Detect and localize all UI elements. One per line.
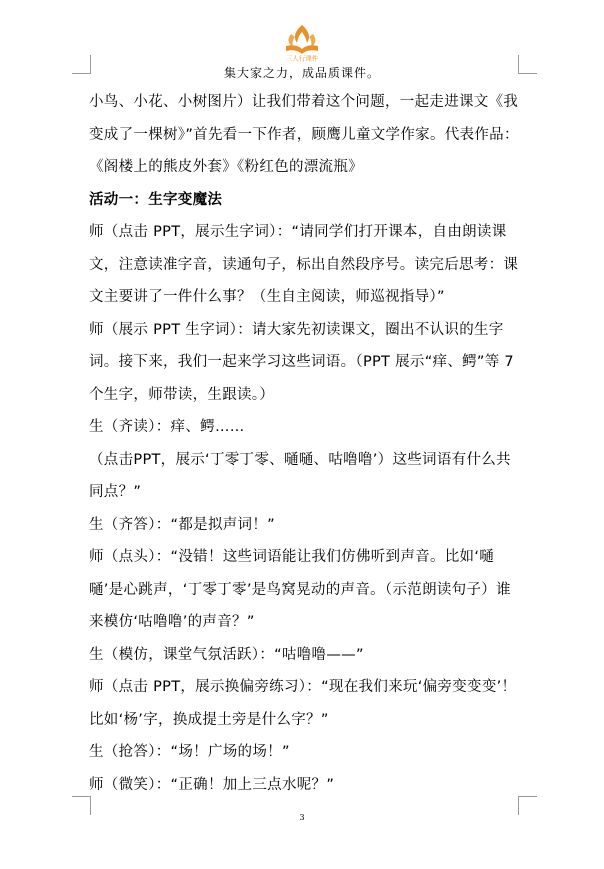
page-header bbox=[0, 22, 604, 82]
paragraph-teacher-explain: 师（点头）：“没错！这些词语能让我们仿佛听到声音。比如‘嗵嗵’是心跳声，‘丁零丁零’是鸟窝晃动的声音。（示范朗读句子）谁来模仿‘咕噜噜’的声音？” bbox=[89, 549, 511, 630]
paragraph-student-imitate: 生（模仿，课堂气氛活跃）：“咕噜噜——” bbox=[89, 646, 364, 663]
paragraph-teacher-radical-game: 师（点击 PPT，展示换偏旁练习）：“现在我们来玩‘偏旁变变变’！比如‘杨’字，换成提土旁是什么字？” bbox=[89, 679, 517, 728]
section-heading-activity-1: 活动一：生字变魔法 bbox=[89, 191, 223, 208]
flame-book-logo-icon bbox=[276, 22, 328, 62]
paragraph-teacher-open-book: 师（点击 PPT，展示生字词）：“请同学们打开课本，自由朗读课文，注意读准字音，读通句子，标出自然段序号。读完后思考：课文主要讲了一件什么事？（生自主阅读，师巡视指导）” bbox=[89, 224, 519, 305]
header-slogan: 集大家之力，成品质课件。 bbox=[223, 66, 380, 80]
paragraph-onomatopoeia-question: （点击PPT，展示‘丁零丁零、嗵嗵、咕噜噜’）这些词语有什么共同点？” bbox=[89, 451, 511, 500]
paragraph-student-quick-answer: 生（抢答）：“场！广场的场！” bbox=[89, 744, 290, 760]
paragraph-student-answer: 生（齐答）：“都是拟声词！” bbox=[89, 516, 275, 533]
page-number: 3 bbox=[299, 813, 305, 822]
paragraph-intro: 小鸟、小花、小树图片）让我们带着这个问题，一起走进课文《我变成了一棵树》”首先看一下作者，顾鹰儿童文学作家。代表作品：《阁楼上的熊皮外套》《粉红色的漂流瓶》 bbox=[89, 94, 519, 175]
paragraph-student-read: 生（齐读）：痒、鳄…… bbox=[89, 419, 245, 435]
paragraph-teacher-smile: 师（微笑）：“正确！加上三点水呢？” bbox=[89, 776, 335, 793]
document-body bbox=[89, 86, 519, 801]
paragraph-teacher-new-words: 师（展示 PPT 生字词）：请大家先初读课文，圈出不认识的生字词。接下来，我们一起来学习这些词语。（PPT 展示“痒、鳄”等 7 个生字，师带读，生跟读。） bbox=[89, 321, 519, 403]
logo-text: 三人行课件 bbox=[285, 54, 319, 62]
